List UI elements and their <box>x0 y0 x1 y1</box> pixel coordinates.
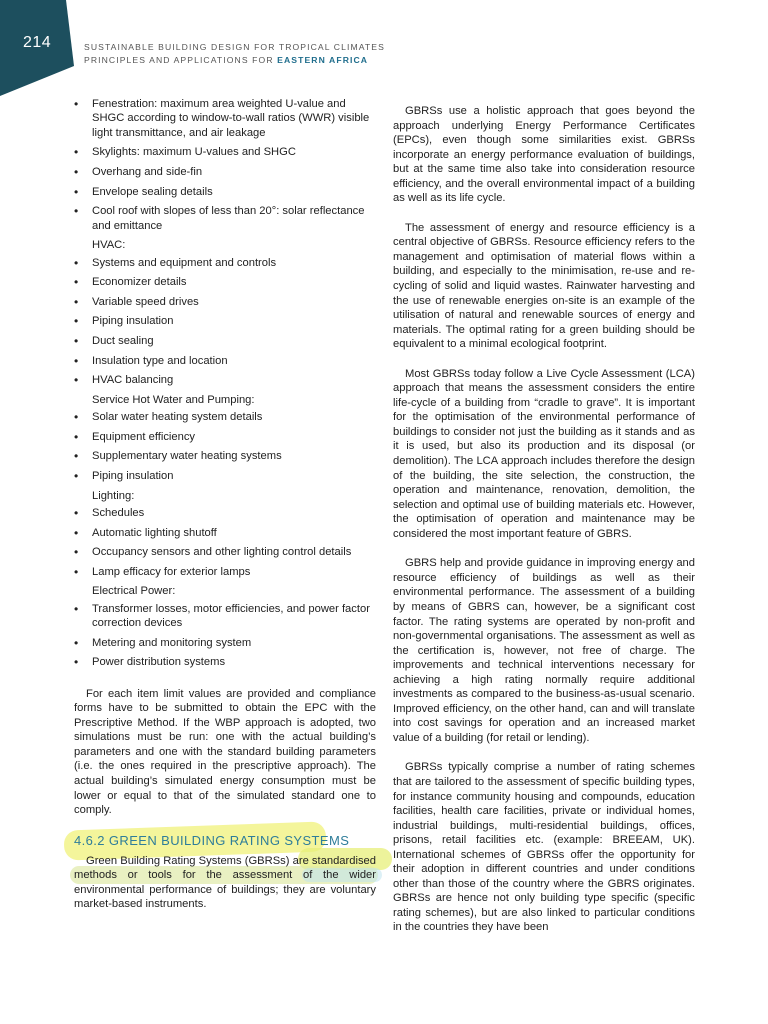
paragraph-guidance: GBRS help and provide guidance in improving energy and resource efficiency of buildings as well as their environmental performance. The assessment of a building by means of GBRS can, however, be a significant cost factor. The rating systems are operated by non-profit and non-governmental organisations. The assessment as well as the certification is, however, not free of charge. The improvements and technical interventions necessary for achieving a high rating normally require additional investments as compared to the business-as-usual scenario. Improved efficiency, on the other hand, can and will translate into cost savings for operation and an increased market value of a building (for retail or lending). <box>393 557 695 744</box>
list-item: • Piping insulation <box>74 314 376 328</box>
list-item: • Schedules <box>74 506 376 520</box>
paragraph-holistic: GBRSs use a holistic approach that goes beyond the approach underlying Energy Performance Certificates (EPCs), even though some similarities exist. GBRSs incorporate an energy performance evaluation of buildings, but at the same time also take into consideration resource efficiency, and the overall environmental impact of a building as well as its life cycle. <box>393 105 695 205</box>
list-item: • Overhang and side-fin <box>74 165 376 179</box>
list-item: • Envelope sealing details <box>74 185 376 199</box>
list-item: • Lamp efficacy for exterior lamps <box>74 565 376 579</box>
list-item: • Solar water heating system details <box>74 410 376 424</box>
right-column <box>393 104 695 950</box>
paragraph-resource-efficiency: The assessment of energy and resource efficiency is a central objective of GBRSs. Resource efficiency refers to the management and optimisation of material flows within a building, and especially to the minimisation, re-use and re-cycling of solid and liquid wastes. Rainwater harvesting and the use of renewable energies on-site is an example of the utilisation of natural and renewable sources of energy and materials. The optimal rating for a green building should be equivalent to a minimal ecological footprint. <box>393 221 695 351</box>
section-heading <box>74 833 376 848</box>
list-item: • Metering and monitoring system <box>74 636 376 650</box>
running-head <box>84 41 385 67</box>
list-item: • HVAC balancing <box>74 373 376 387</box>
list-item: • Occupancy sensors and other lighting control details <box>74 545 376 559</box>
running-head-accent: EASTERN AFRICA <box>277 55 369 65</box>
list-item: • Economizer details <box>74 275 376 289</box>
running-head-line2 <box>84 54 385 67</box>
list-item: • Piping insulation <box>74 469 376 483</box>
list-item: • Variable speed drives <box>74 295 376 309</box>
list-item: • Supplementary water heating systems <box>74 449 376 463</box>
list-item: • Fenestration: maximum area weighted U-value and SHGC according to window-to-wall ratios (WWR) visible light transmittance, and air leakage <box>74 97 376 140</box>
section-intro-wrap <box>74 854 376 912</box>
list-item: • Cool roof with slopes of less than 20°: solar reflectance and emittance <box>74 204 376 233</box>
running-head-line1: SUSTAINABLE BUILDING DESIGN FOR TROPICAL CLIMATES <box>84 42 385 52</box>
requirements-list <box>74 97 376 670</box>
list-item: • Transformer losses, motor efficiencies, and power factor correction devices <box>74 602 376 631</box>
list-subheading: Service Hot Water and Pumping: <box>92 393 255 406</box>
list-item: • Equipment efficiency <box>74 430 376 444</box>
running-head-line2-prefix: PRINCIPLES AND APPLICATIONS FOR <box>84 55 274 65</box>
paragraph-lca: Most GBRSs today follow a Live Cycle Assessment (LCA) approach that means the assessment considers the entire life-cycle of a building from “cradle to grave”. It is important for the optimisation of the environmental performance of buildings to consider not just the building as it stands and as it is used, but also its production and its disposal (or demolition). The LCA approach includes therefore the design of the building, the site selection, the construction, the operation and maintenance, renovation, demolition, the selection and optimal use of building materials etc. However, the optimisation of operation and maintenance may be considered the most important feature of GBRS. <box>393 367 695 540</box>
left-column <box>74 97 376 912</box>
list-item: • Duct sealing <box>74 334 376 348</box>
list-subheading: Electrical Power: <box>92 585 176 598</box>
list-subheading: Lighting: <box>92 489 135 502</box>
paragraph-rating-schemes: GBRSs typically comprise a number of rating schemes that are tailored to the assessment of specific building types, for instance community housing and compounds, education facilities, health care facilities, private or individual homes, industrial buildings, multi-residential buildings, offices, prisons, retail facilities etc. (example: BREEAM, UK). International schemes of GBRSs offer the opportunity for their adoption in different countries and under conditions other than those of the country where the GBRS originates. GBRSs are hence not only building type specific (specific rating schemes), but are also linked to particular conditions in the countries they have been <box>393 761 695 934</box>
list-item: • Power distribution systems <box>74 655 376 669</box>
list-item: • Skylights: maximum U-values and SHGC <box>74 145 376 159</box>
list-item: • Insulation type and location <box>74 354 376 368</box>
page-number: 214 <box>23 34 52 51</box>
section-heading-text: 4.6.2 GREEN BUILDING RATING SYSTEMS <box>74 832 350 848</box>
list-item: • Systems and equipment and controls <box>74 256 376 270</box>
section-intro-paragraph: Green Building Rating Systems (GBRSs) are standardised methods or tools for the assessment of the wider environmental performance of buildings; they are voluntary market-based instruments. <box>74 854 376 911</box>
list-subheading: HVAC: <box>92 239 126 252</box>
compliance-paragraph: For each item limit values are provided and compliance forms have to be submitted to obtain the EPC with the Prescriptive Method. If the WBP approach is adopted, two simulations must be run: one with the actual building’s parameters and one with the standard building parameters (i.e. the ones required in the prescriptive approach). The actual building’s simulated energy consumption must be lower or equal to that of the simulated standard one to comply. <box>74 687 376 817</box>
list-item: • Automatic lighting shutoff <box>74 526 376 540</box>
